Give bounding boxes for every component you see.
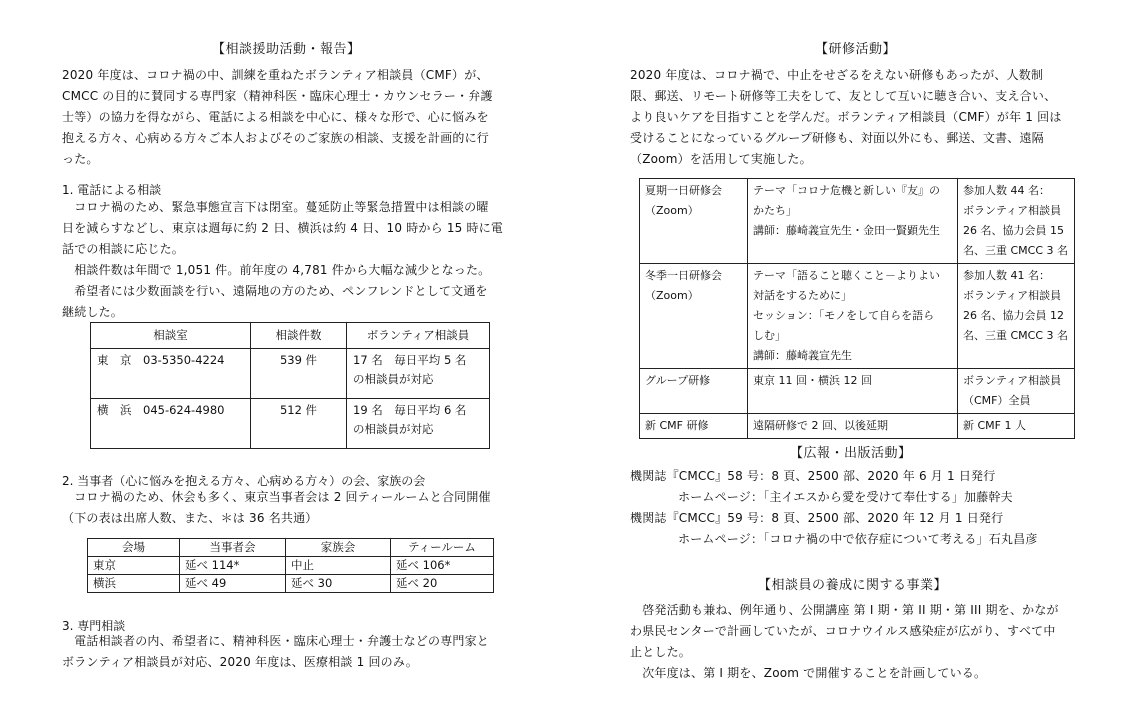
- expert-section-text: 電話相談者の内、希望者に、精神科医・臨床心理士・弁護士などの専門家と ボランティア相談員が対応、2020 年度は、医療相談 1 回のみ。: [62, 634, 490, 669]
- pr-section-title: 【広報・出版活動】: [790, 446, 912, 461]
- phone-section-text: コロナ禍のため、緊急事態宣言下は閉室。蔓延防止等緊急措置中は相談の曜 日を減らすなどし、東京は週毎に約 2 日、横浜は約 4 日、10 時から 15 時に電 話での相談に応じた。 相談件数は年間で 1,051 件。前年度の 4,781 件から大幅な減少となった。 希望者には少数面談を行い、遠隔地の方のため、ペンフレンドとして文通を 継続した。: [62, 200, 504, 319]
- party-section-text: コロナ禍のため、休会も多く、東京当事者会は 2 回ティールームと合同開催 （下の表は出席人数、また、＊は 36 名共通）: [62, 490, 491, 525]
- training-table: [639, 178, 1075, 439]
- table-row: 新 CMF 研修 遠隔研修で 2 回、以後延期 新 CMF 1 人: [640, 414, 1075, 439]
- table-header-row: 相談室 相談件数 ボランティア相談員: [91, 323, 490, 349]
- expert-section-title: 3. 専門相談: [62, 619, 126, 633]
- table-row: 東 京 03-5350-4224 539 件 17 名 毎日平均 5 名 の相談員が対応: [91, 349, 490, 399]
- phone-consult-table: [90, 322, 490, 449]
- table-row: 夏期一日研修会 （Zoom） テーマ「コロナ危機と新しい『友』の かたち」 講師：藤崎義宣先生・金田一賢顕先生 参加人数 44 名： ボランティア相談員 26 名、協力会員 15 名、三重 CMCC 3 名: [640, 179, 1075, 264]
- training-section-title: 【研修活動】: [815, 42, 897, 57]
- consult-intro: 2020 年度は、コロナ禍の中、訓練を重ねたボランティア相談員（CMF）が、 CMCC の目的に賛同する専門家（精神科医・臨床心理士・カウンセラー・弁護 士等）の協力を得ながら、電話による相談を中心に、様々な形で、心に悩みを 抱える方々、心病める方々ご本人およびそのご家族の相談、支援を計画的に行 った。: [62, 68, 493, 166]
- party-attendance-table: [87, 538, 494, 593]
- education-section-text: 啓発活動も兼ね、例年通り、公開講座 第 I 期・第 II 期・第 III 期を、かなが わ県民センターで計画していたが、コロナウイルス感染症が広がり、すべて中 止とした。 次年度は、第 I 期を、Zoom で開催することを計画している。: [630, 603, 1059, 680]
- phone-section-title: 1. 電話による相談: [62, 183, 162, 197]
- table-row: 冬季一日研修会 （Zoom） テーマ「語ること聴くこと－よりよい 対話をするために」 セッション：「モノをして自らを語ら しむ」 講師：藤崎義宣先生 参加人数 41 名： ボランティア相談員 26 名、協力会員 12 名、三重 CMCC 3 名: [640, 264, 1075, 369]
- table-row: 横浜 延べ 49 延べ 30 延べ 20: [88, 575, 494, 593]
- table-row: グループ研修 東京 11 回・横浜 12 回 ボランティア相談員 （CMF）全員: [640, 369, 1075, 414]
- pr-section-text: 機関誌『CMCC』58 号：8 頁、2500 部、2020 年 6 月 1 日発行 ホームページ：「主イエスから愛を受けて奉仕する」加藤幹夫 機関誌『CMCC』59 号：8 頁、2500 部、2020 年 12 月 1 日発行 ホームページ：「コロナ禍の中で依存症について考える」石丸昌彦: [630, 469, 1038, 546]
- education-section-title: 【相談員の養成に関する事業】: [758, 578, 948, 593]
- consult-section-title: 【相談援助活動・報告】: [212, 42, 361, 57]
- table-row: 横 浜 045-624-4980 512 件 19 名 毎日平均 6 名 の相談員が対応: [91, 399, 490, 449]
- table-row: 東京 延べ 114* 中止 延べ 106*: [88, 557, 494, 575]
- training-intro: 2020 年度は、コロナ禍で、中止をせざるをえない研修もあったが、人数制 限、郵送、リモート研修等工夫をして、友として互いに聴き合い、支え合い、 より良いケアを目指すことを学んだ。ボランティア相談員（CMF）が年 1 回は 受けることになっているグループ研修も、対面以外にも、郵送、文書、遠隔 （Zoom）を活用して実施した。: [630, 68, 1062, 166]
- party-section-title: 2. 当事者（心に悩みを抱える方々、心病める方々）の会、家族の会: [62, 474, 426, 488]
- table-header-row: 会場 当事者会 家族会 ティールーム: [88, 539, 494, 557]
